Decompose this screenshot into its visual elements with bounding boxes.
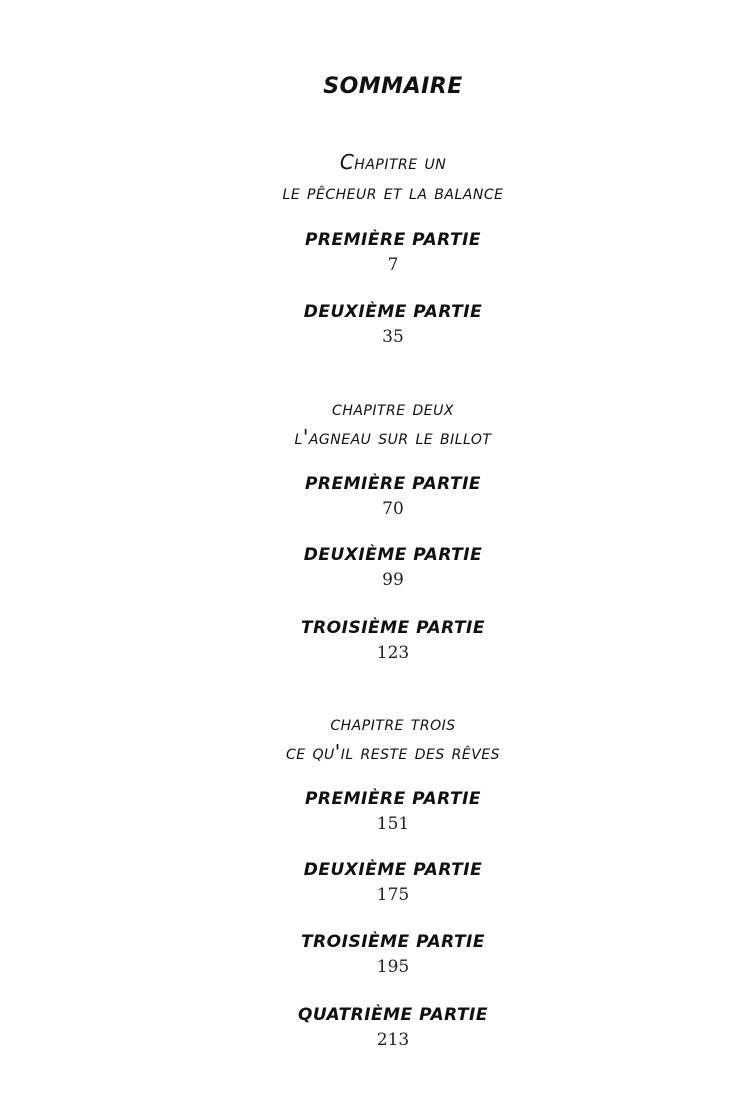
chapter-3-part-4-label: QUATRIÈME PARTIE bbox=[297, 1005, 488, 1025]
chapter-2-part-2-label: DEUXIÈME PARTIE bbox=[303, 545, 483, 565]
chapter-2-part-1-label: PREMIÈRE PARTIE bbox=[304, 474, 482, 494]
chapter-1-subtitle: le pêcheur et la balance bbox=[282, 180, 504, 204]
chapter-2-subtitle: l'agneau sur le billot bbox=[294, 425, 492, 449]
chapter-3-subtitle: ce qu'il reste des rêves bbox=[286, 740, 500, 764]
chapter-3-part-1-page: 151 bbox=[376, 814, 410, 834]
chapter-2-part-2-page: 99 bbox=[382, 570, 404, 590]
chapter-2-part-3-page: 123 bbox=[376, 643, 410, 663]
chapter-3-label: chapitre trois bbox=[330, 711, 456, 735]
chapter-1-label: Chapitre un bbox=[339, 150, 447, 174]
chapter-3-part-4-page: 213 bbox=[376, 1030, 410, 1050]
chapter-2-part-1-page: 70 bbox=[382, 499, 404, 519]
chapter-1-part-2-label: DEUXIÈME PARTIE bbox=[303, 302, 483, 322]
chapter-1-part-1-label: PREMIÈRE PARTIE bbox=[304, 230, 482, 250]
chapter-3-part-3-page: 195 bbox=[376, 957, 410, 977]
page-title: SOMMAIRE bbox=[323, 74, 463, 99]
chapter-2-part-3-label: TROISIÈME PARTIE bbox=[300, 618, 485, 638]
chapter-3-part-2-label: DEUXIÈME PARTIE bbox=[303, 860, 483, 880]
chapter-2-label: chapitre deux bbox=[332, 396, 454, 420]
chapter-1-part-2-page: 35 bbox=[382, 327, 404, 347]
chapter-3-part-3-label: TROISIÈME PARTIE bbox=[300, 932, 485, 952]
chapter-1-part-1-page: 7 bbox=[387, 255, 399, 275]
chapter-3-part-1-label: PREMIÈRE PARTIE bbox=[304, 789, 482, 809]
chapter-3-part-2-page: 175 bbox=[376, 885, 410, 905]
